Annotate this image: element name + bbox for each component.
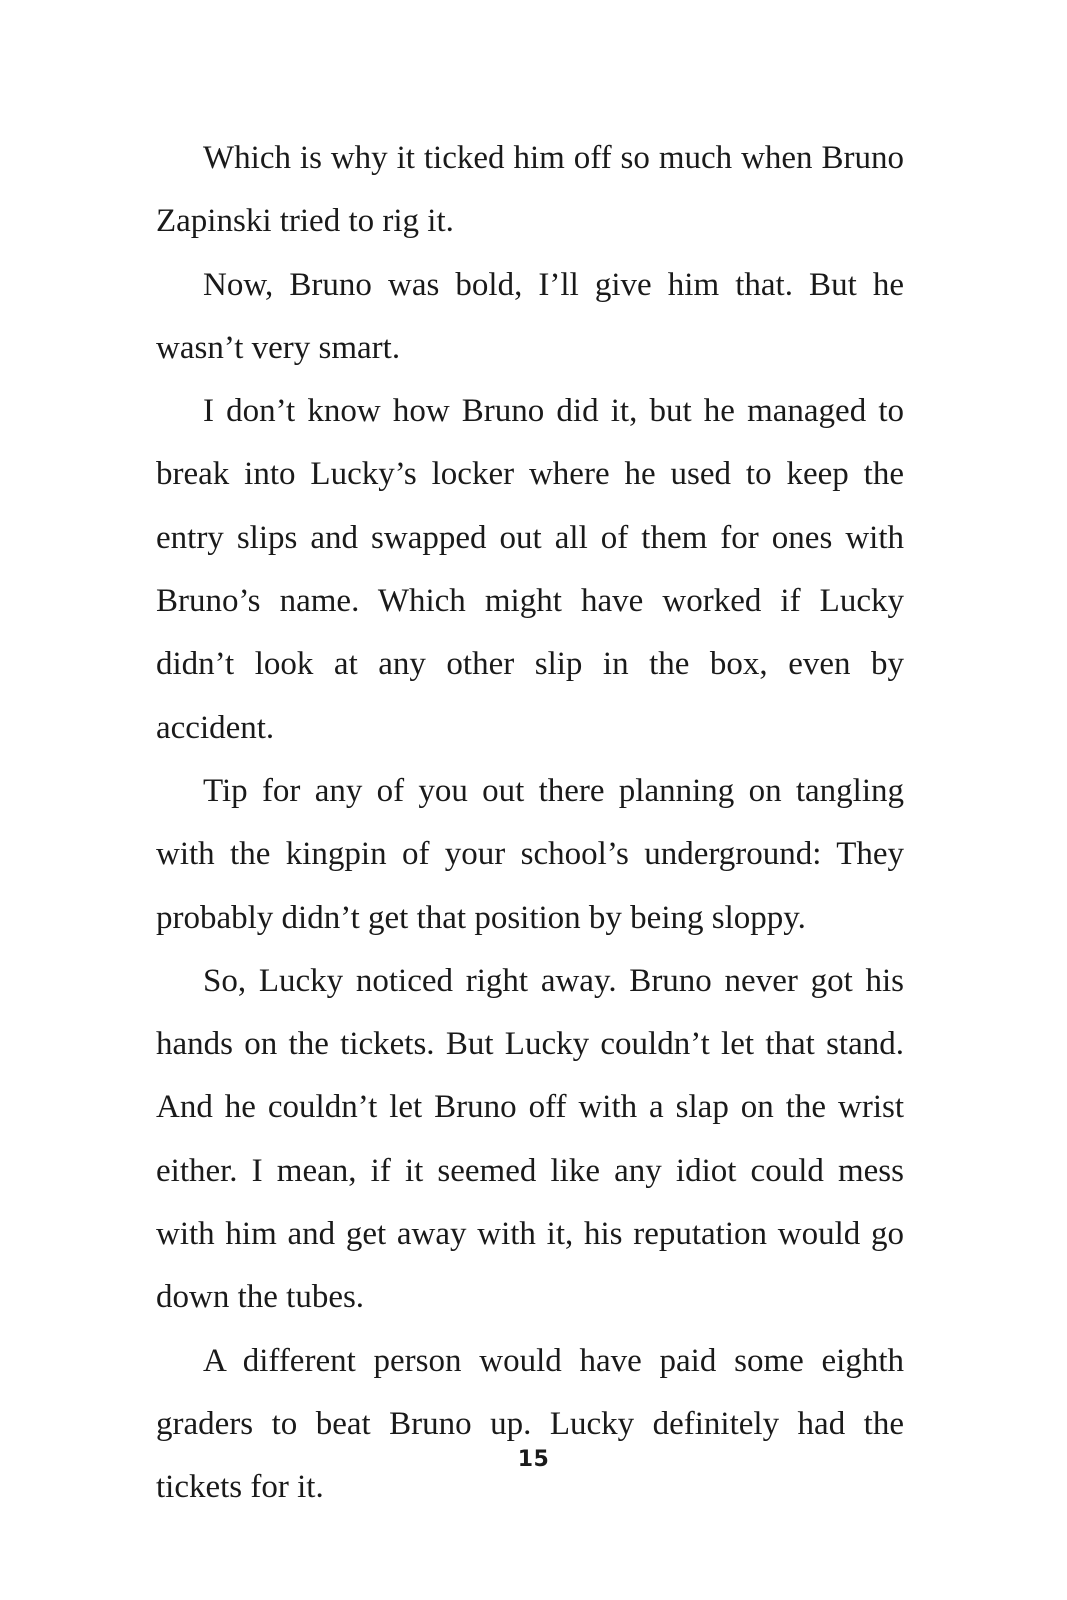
body-text — [156, 127, 904, 1520]
paragraph: Tip for any of you out there planning on tangling with the kingpin of your school’s underground: They probably didn’t get that position by being sloppy. — [156, 772, 904, 936]
paragraph: So, Lucky noticed right away. Bruno never got his hands on the tickets. But Lucky couldn’t let that stand. And he couldn’t let Bruno off with a slap on the wrist either. I mean, if it seemed like any idiot could mess with him and get away with it, his reputation would go down the tubes. — [156, 962, 904, 1316]
page-number: 15 — [517, 1447, 550, 1472]
paragraph: Now, Bruno was bold, I’ll give him that. But he wasn’t very smart. — [156, 266, 904, 366]
paragraph: I don’t know how Bruno did it, but he managed to break into Lucky’s locker where he used to keep the entry slips and swapped out all of them for ones with Bruno’s name. Which might have worked if Lucky didn’t look at any other slip in the box, even by accident. — [156, 393, 904, 746]
paragraph: Which is why it ticked him off so much when Bruno Zapinski tried to rig it. — [156, 140, 904, 240]
paragraph: A different person would have paid some eighth graders to beat Bruno up. Lucky definitely had the tickets for it. — [156, 1342, 904, 1506]
